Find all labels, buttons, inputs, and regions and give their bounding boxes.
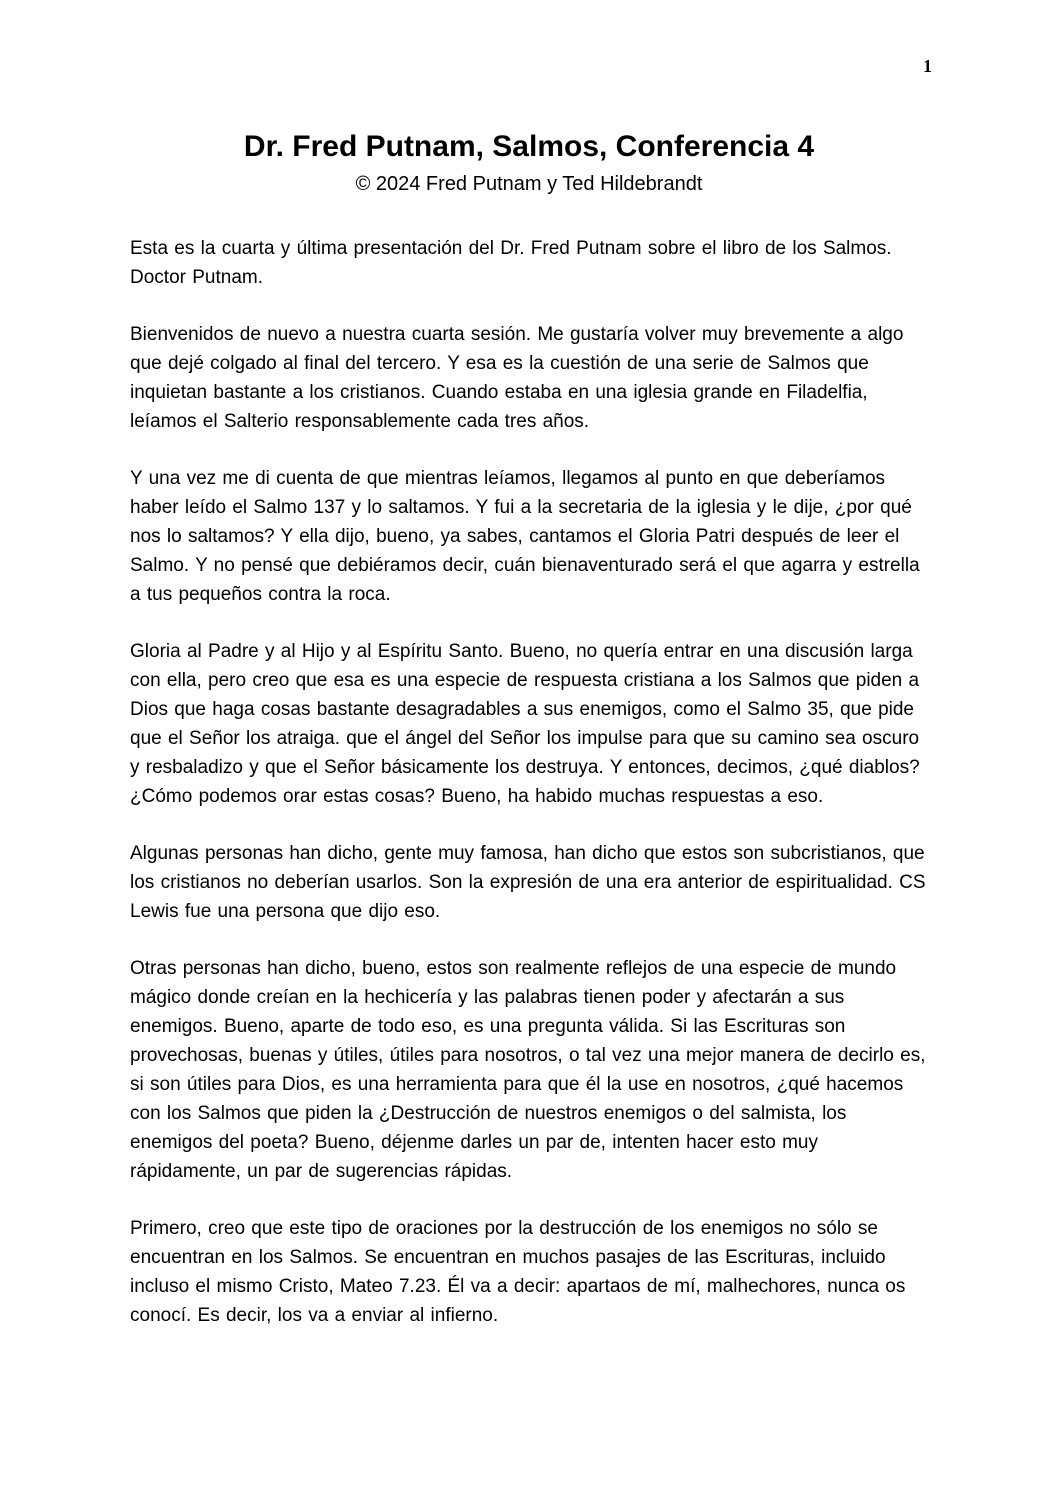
page-title: Dr. Fred Putnam, Salmos, Conferencia 4 bbox=[243, 130, 815, 163]
paragraph: Bienvenidos de nuevo a nuestra cuarta sesión. Me gustaría volver muy brevemente a algo que dejé colgado al final del tercero. Y esa es la cuestión de una serie de Salmos que inquietan bastante a los cristianos. Cuando estaba en una iglesia grande en Filadelfia, leíamos el Salterio responsablemente cada tres años. bbox=[130, 324, 904, 432]
paragraph: Otras personas han dicho, bueno, estos son realmente reflejos de una especie de mundo mágico donde creían en la hechicería y las palabras tienen poder y afectarán a sus enemigos. Bueno, aparte de todo eso, es una pregunta válida. Si las Escrituras son provechosas, buenas y útiles, útiles para nosotros, o tal vez una mejor manera de decirlo es, si son útiles para Dios, es una herramienta para que él la use en nosotros, ¿qué hacemos con los Salmos que piden la ¿Destrucción de nuestros enemigos o del salmista, los enemigos del poeta? Bueno, déjenme darles un par de, intenten hacer esto muy rápidamente, un par de sugerencias rápidas. bbox=[130, 958, 926, 1182]
paragraph: Primero, creo que este tipo de oraciones por la destrucción de los enemigos no sólo se encuentran en los Salmos. Se encuentran en muchos pasajes de las Escrituras, incluido incluso el mismo Cristo, Mateo 7.23. Él va a decir: apartaos de mí, malhechores, nunca os conocí. Es decir, los va a enviar al infierno. bbox=[130, 1218, 906, 1326]
paragraph: Y una vez me di cuenta de que mientras leíamos, llegamos al punto en que deberíamos haber leído el Salmo 137 y lo saltamos. Y fui a la secretaria de la iglesia y le dije, ¿por qué nos lo saltamos? Y ella dijo, bueno, ya sabes, cantamos el Gloria Patri después de leer el Salmo. Y no pensé que debiéramos decir, cuán bienaventurado será el que agarra y estrella a tus pequeños contra la roca. bbox=[130, 468, 920, 605]
copyright-line: © 2024 Fred Putnam y Ted Hildebrandt bbox=[355, 173, 703, 195]
page-number: 1 bbox=[923, 56, 932, 76]
paragraph: Algunas personas han dicho, gente muy famosa, han dicho que estos son subcristianos, que los cristianos no deberían usarlos. Son la expresión de una era anterior de espiritualidad. CS Lewis fue una persona que dijo eso. bbox=[130, 843, 926, 922]
paragraph: Gloria al Padre y al Hijo y al Espíritu Santo. Bueno, no quería entrar en una discusión larga con ella, pero creo que esa es una especie de respuesta cristiana a los Salmos que piden a Dios que haga cosas bastante desagradables a sus enemigos, como el Salmo 35, que pide que el Señor los atraiga. que el ángel del Señor los impulse para que su camino sea oscuro y resbaladizo y que el Señor básicamente los destruya. Y entonces, decimos, ¿qué diablos? ¿Cómo podemos orar estas cosas? Bueno, ha habido muchas respuestas a eso. bbox=[130, 641, 920, 807]
paragraph: Esta es la cuarta y última presentación del Dr. Fred Putnam sobre el libro de los Salmos. Doctor Putnam. bbox=[130, 238, 892, 288]
document-header bbox=[0, 0, 1058, 196]
document-body bbox=[130, 234, 930, 1330]
